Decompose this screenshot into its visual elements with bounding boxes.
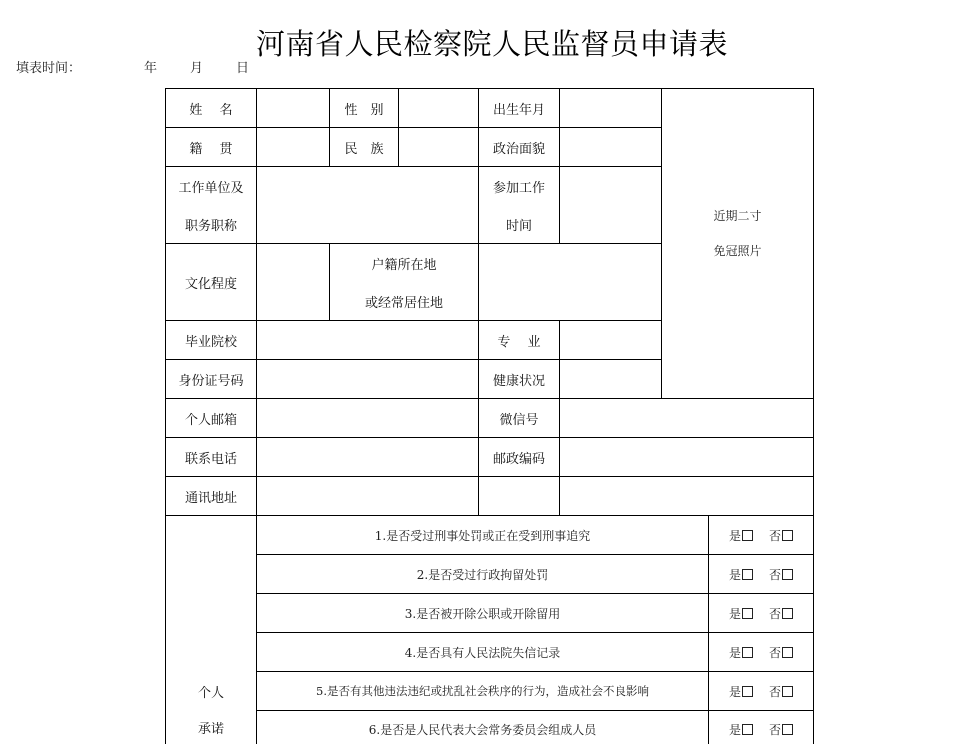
answer-3 <box>709 594 813 632</box>
label-work-unit-line1: 工作单位及 <box>178 180 244 196</box>
answer-6-no-checkbox[interactable] <box>782 724 793 735</box>
photo-placeholder <box>662 89 813 398</box>
residence-field[interactable] <box>479 244 661 320</box>
answer-2-no-checkbox[interactable] <box>782 569 793 580</box>
answer-5-yes-label: 是 <box>728 684 741 699</box>
question-3: 3.是否被开除公职或开除留用 <box>404 606 561 621</box>
label-name: 姓 名 <box>189 102 233 118</box>
label-residence-line2: 或经常居住地 <box>364 295 443 311</box>
label-join-work-line1: 参加工作 <box>492 180 545 196</box>
fill-date-month: 月 <box>190 61 204 76</box>
label-work-unit-line2: 职务职称 <box>184 218 237 234</box>
photo-text-line2: 免冠照片 <box>713 244 762 258</box>
fill-date-day: 日 <box>236 61 250 76</box>
label-political-status: 政治面貌 <box>492 141 545 157</box>
answer-2-yes-checkbox[interactable] <box>742 569 753 580</box>
question-4: 4.是否具有人民法院失信记录 <box>404 645 561 660</box>
join-work-field[interactable] <box>560 167 661 243</box>
label-birth: 出生年月 <box>492 102 545 118</box>
major-field[interactable] <box>560 321 661 359</box>
label-promise-line1: 个人 <box>197 685 224 701</box>
phone-field[interactable] <box>257 438 478 476</box>
photo-text-line1: 近期二寸 <box>713 209 762 223</box>
birth-field[interactable] <box>560 89 661 127</box>
answer-3-yes-label: 是 <box>728 606 741 621</box>
answer-5-no-checkbox[interactable] <box>782 686 793 697</box>
label-major: 专 业 <box>497 334 541 350</box>
answer-2 <box>709 555 813 593</box>
answer-2-no-label: 否 <box>769 567 782 582</box>
answer-1-yes-label: 是 <box>728 528 741 543</box>
answer-4-yes-label: 是 <box>728 645 741 660</box>
answer-1-yes-checkbox[interactable] <box>742 530 753 541</box>
native-place-field[interactable] <box>257 128 329 166</box>
email-field[interactable] <box>257 399 478 437</box>
ethnicity-field[interactable] <box>399 128 478 166</box>
postal-code-field[interactable] <box>560 438 813 476</box>
answer-5-yes-checkbox[interactable] <box>742 686 753 697</box>
answer-3-no-checkbox[interactable] <box>782 608 793 619</box>
work-unit-field[interactable] <box>257 167 478 243</box>
fill-date-label: 填表时间： <box>16 61 82 76</box>
name-field[interactable] <box>257 89 329 127</box>
address-field[interactable] <box>257 477 813 515</box>
question-2: 2.是否受过行政拘留处罚 <box>416 567 549 582</box>
id-number-field[interactable] <box>257 360 478 398</box>
political-status-field[interactable] <box>560 128 661 166</box>
question-1: 1.是否受过刑事处罚或正在受到刑事追究 <box>374 528 591 543</box>
label-promise-line2: 承诺 <box>197 722 224 737</box>
answer-5 <box>709 672 813 710</box>
answer-4-no-label: 否 <box>769 645 782 660</box>
answer-6-no-label: 否 <box>769 722 782 737</box>
label-health: 健康状况 <box>492 373 545 389</box>
answer-4-no-checkbox[interactable] <box>782 647 793 658</box>
answer-1-no-checkbox[interactable] <box>782 530 793 541</box>
answer-3-no-label: 否 <box>769 606 782 621</box>
label-email: 个人邮箱 <box>184 412 237 428</box>
answer-1-no-label: 否 <box>769 528 782 543</box>
label-phone: 联系电话 <box>184 451 237 467</box>
label-residence-line1: 户籍所在地 <box>371 257 437 273</box>
answer-1 <box>709 516 813 554</box>
answer-6-yes-label: 是 <box>728 722 741 737</box>
label-residence <box>330 244 478 320</box>
label-school: 毕业院校 <box>184 334 237 350</box>
label-postal-code: 邮政编码 <box>492 451 545 467</box>
label-native-place: 籍 贯 <box>189 141 233 157</box>
label-wechat: 微信号 <box>499 412 539 428</box>
education-field[interactable] <box>257 244 329 320</box>
health-field[interactable] <box>560 360 661 398</box>
answer-4-yes-checkbox[interactable] <box>742 647 753 658</box>
gender-field[interactable] <box>399 89 478 127</box>
answer-3-yes-checkbox[interactable] <box>742 608 753 619</box>
label-ethnicity: 民 族 <box>344 141 384 157</box>
question-5: 5.是否有其他违法违纪或扰乱社会秩序的行为，造成社会不良影响 <box>316 684 649 698</box>
label-join-work <box>479 167 559 243</box>
answer-2-yes-label: 是 <box>728 567 741 582</box>
question-6: 6.是否是人民代表大会常务委员会组成人员 <box>368 722 597 737</box>
answer-6-yes-checkbox[interactable] <box>742 724 753 735</box>
answer-5-no-label: 否 <box>769 684 782 699</box>
label-address: 通讯地址 <box>184 490 237 506</box>
label-id-number: 身份证号码 <box>178 373 244 389</box>
wechat-field[interactable] <box>560 399 813 437</box>
label-join-work-line2: 时间 <box>505 218 532 234</box>
label-education: 文化程度 <box>184 276 237 292</box>
school-field[interactable] <box>257 321 478 359</box>
form-title: 河南省人民检察院人民监督员申请表 <box>256 27 729 61</box>
answer-4 <box>709 633 813 671</box>
fill-date-year: 年 <box>144 61 158 76</box>
answer-6 <box>709 711 813 747</box>
label-gender: 性 别 <box>344 102 384 118</box>
label-work-unit <box>166 167 256 243</box>
